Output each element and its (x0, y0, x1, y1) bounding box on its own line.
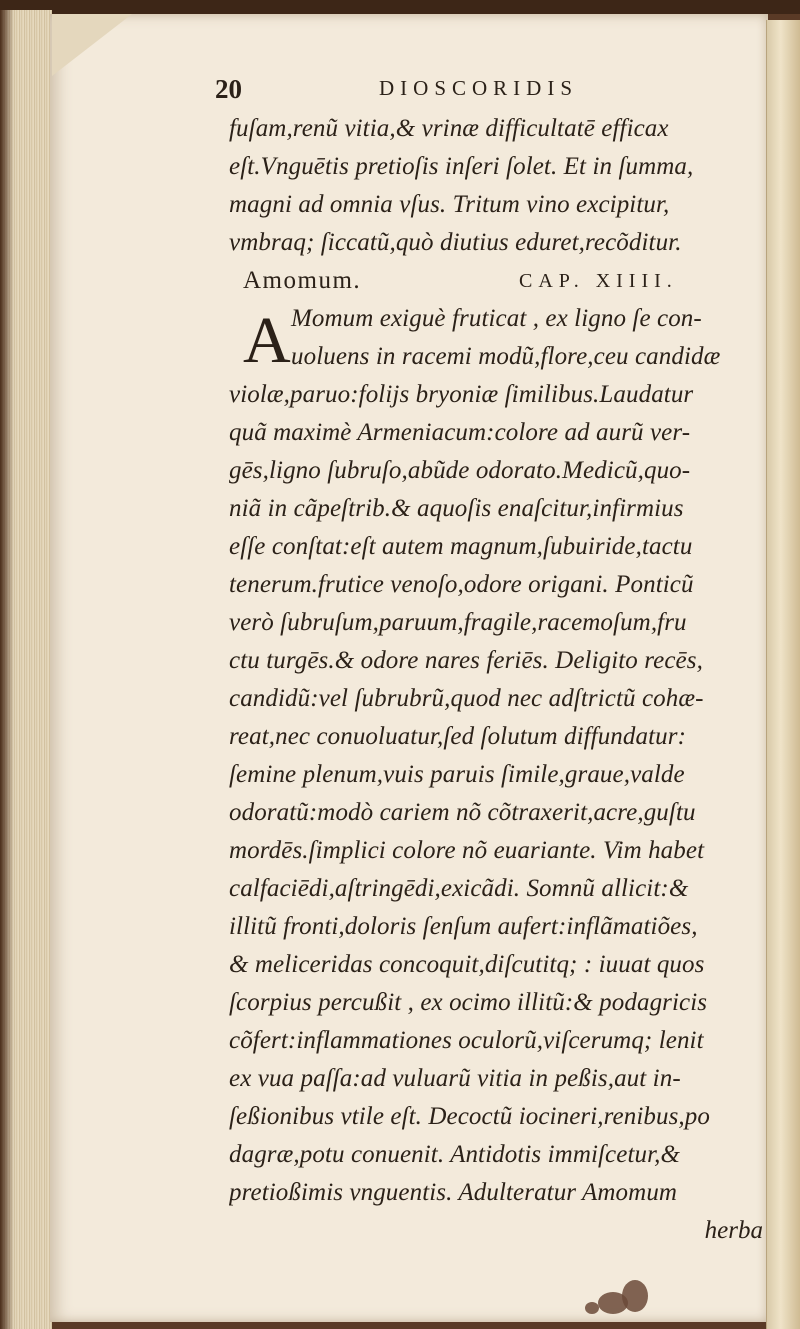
text-line: verò ſubruſum,paruum,fragile,racemoſum,fru (229, 609, 687, 636)
text-line: illitũ fronti,doloris ſenſum aufert:inflãmatiões, (229, 913, 698, 940)
ink-stain (585, 1302, 599, 1314)
catchword: herba (704, 1217, 763, 1244)
text-line: eſſe conſtat:eſt autem magnum,ſubuiride,tactu (229, 533, 693, 560)
text-line: ctu turgēs.& odore nares feriēs. Deligito recēs, (229, 647, 703, 674)
text-line: violæ,paruo:folijs bryoniæ ſimilibus.Laudatur (229, 381, 694, 408)
text-line: ſcorpius percußit , ex ocimo illitũ:& podagricis (229, 989, 708, 1016)
text-line: calfaciēdi,aſtringēdi,exicãdi. Somnũ allicit:& (229, 875, 689, 902)
folio-number: 20 (215, 74, 242, 104)
folded-corner (52, 14, 132, 76)
text-line: & meliceridas concoquit,diſcutitq; : iuuat quos (229, 951, 705, 978)
text-line: cõfert:inflammationes oculorũ,viſcerumq; lenit (229, 1027, 704, 1054)
text-line: ex vua paſſa:ad vuluarũ vitia in peßis,aut in- (229, 1065, 681, 1092)
page-edges-right (766, 20, 800, 1329)
text-line: vmbraq; ſiccatũ,quò diutius eduret,recõditur. (229, 229, 682, 256)
chapter-title: Amomum. (243, 267, 362, 294)
text-line: dagræ,potu conuenit. Antidotis immiſcetur,& (229, 1141, 681, 1168)
text-line: mordēs.ſimplici colore nõ euariante. Vim habet (229, 837, 705, 864)
running-title: DIOSCORIDIS (379, 76, 579, 100)
text-line: tenerum.frutice venoſo,odore origani. Ponticũ (229, 571, 694, 598)
text-line: niã in cãpeſtrib.& aquoſis enaſcitur,infirmius (229, 495, 684, 522)
initial-lines (229, 300, 769, 376)
text-line: gēs,ligno ſubruſo,abũde odorato.Medicũ,quo- (229, 457, 691, 484)
text-line: magni ad omnia vſus. Tritum vino excipitur, (229, 191, 670, 218)
text-line: uoluens in racemi modũ,flore,ceu candidæ (291, 343, 721, 370)
text-line: candidũ:vel ſubrubrũ,quod nec adſtrictũ cohæ- (229, 685, 704, 712)
text-line: fuſam,renũ vitia,& vrinæ difficultatē efficax (229, 115, 669, 142)
text-lines-before (229, 110, 769, 262)
body-text (229, 376, 769, 1212)
text-line: quã maximè Armeniacum:colore ad aurũ ver- (229, 419, 691, 446)
text-line: reat,nec conuoluatur,ſed ſolutum diffundatur: (229, 723, 687, 750)
drop-cap-initial: A (243, 304, 291, 377)
text-block (215, 70, 769, 1250)
ink-stain (622, 1280, 648, 1312)
text-line: ſeßionibus vtile eſt. Decoctũ iocineri,renibus,po (229, 1103, 710, 1130)
text-line: odoratũ:modò cariem nõ cõtraxerit,acre,guſtu (229, 799, 696, 826)
chapter-heading (229, 262, 769, 300)
text-line: pretioßimis vnguentis. Adulteratur Amomum (229, 1179, 678, 1206)
text-line: ſemine plenum,vuis paruis ſimile,graue,valde (229, 761, 685, 788)
page-header (215, 70, 769, 110)
text-line: eſt.Vnguētis pretioſis inſeri ſolet. Et in ſumma, (229, 153, 694, 180)
chapter-opening (229, 300, 769, 376)
text-line: Momum exiguè fruticat , ex ligno ſe con- (291, 305, 702, 332)
chapter-number: CAP. XIIII. (519, 270, 678, 292)
gutter-shadow (0, 10, 14, 1329)
binding-top (0, 0, 800, 14)
